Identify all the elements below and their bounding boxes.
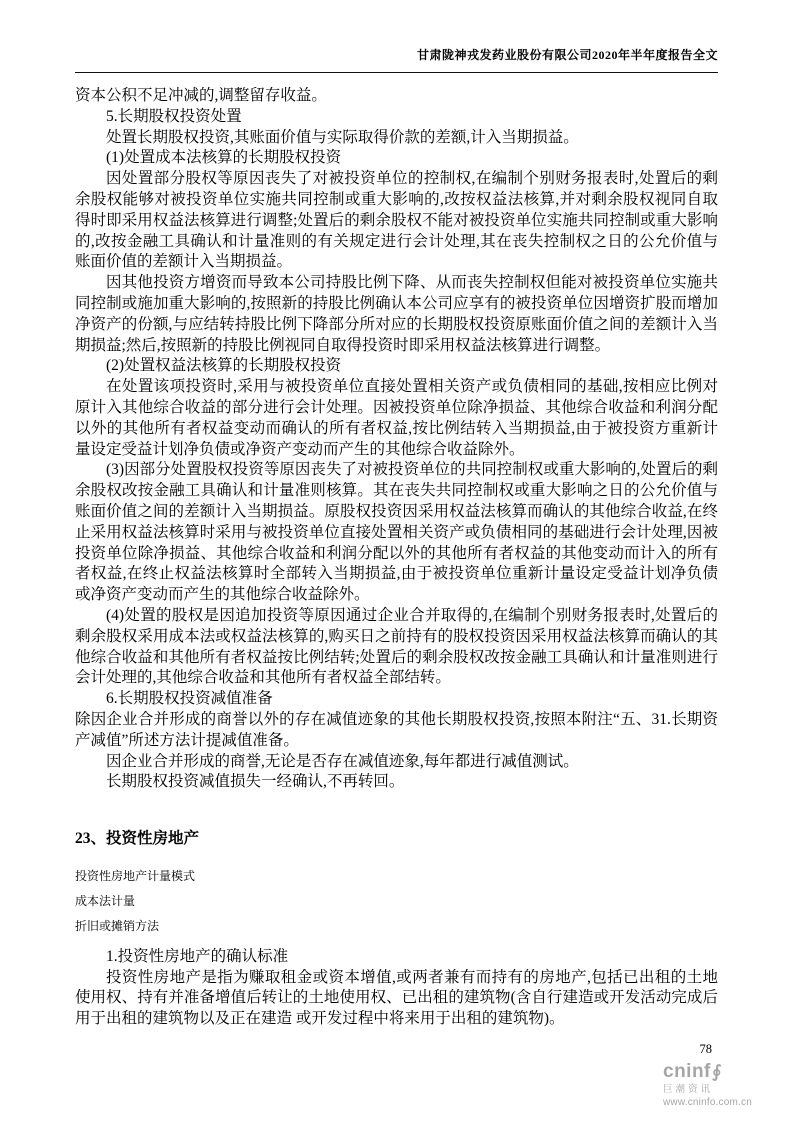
paragraph-impairment: 除因企业合并形成的商誉以外的存在减值迹象的其他长期股权投资,按照本附注“五、31.长期资产减值”所述方法计提减值准备。	[75, 710, 718, 749]
investment-property-meta	[75, 864, 718, 939]
cninfo-url: www.cninfo.com.cn	[663, 1097, 752, 1108]
paragraph-item-1-title: (1)处置成本法核算的长期股权投资	[106, 149, 342, 167]
cninfo-brand	[663, 1062, 775, 1083]
paragraph-item-1-body: 因处置部分股权等原因丧失了对被投资单位的控制权,在编制个别财务报表时,处置后的剩余股权能够对被投资单位实施共同控制或重大影响的,改按权益法核算,并对剩余股权视同自取得时即采用权益法核算进行调整;处置后的剩余股权不能对被投资单位实施共同控制或重大影响的,改按金融工具确认和计量准则的有关规定进行会计处理,其在丧失控制权之日的公允价值与账面价值的差额计入当期损益。	[75, 170, 718, 271]
section-heading-23: 23、投资性房地产	[75, 830, 200, 848]
meta-line-measurement-mode: 投资性房地产计量模式	[75, 868, 196, 883]
paragraph-recognition-title: 1.投资性房地产的确认标准	[106, 947, 289, 965]
paragraph-goodwill: 因企业合并形成的商誉,无论是否存在减值迹象,每年都进行减值测试。	[106, 752, 579, 770]
paragraph-item-1-body-2: 因其他投资方增资而导致本公司持股比例下降、从而丧失控制权但能对被投资单位实施共同控制或施加重大影响的,按照新的持股比例确认本公司应享有的被投资单位因增资扩股而增加净资产的份额,与应结转持股比例下降部分所对应的长期股权投资原账面价值之间的差额计入当期损益;然后,按照新的持股比例视同自取得投资时即采用权益法核算进行调整。	[75, 274, 718, 354]
cninfo-logo-icon: ∮	[711, 1061, 722, 1081]
cninfo-brand-text: cninf	[663, 1060, 711, 1082]
body-content	[75, 86, 718, 1030]
paragraph-heading-5: 5.长期股权投资处置	[106, 107, 242, 125]
paragraph-item-3-body: (3)因部分处置股权投资等原因丧失了对被投资单位的共同控制权或重大影响的,处置后的剩余股权改按金融工具确认和计量准则核算。其在丧失共同控制权或重大影响之日的公允价值与账面价值之间的差额计入当期损益。原股权投资因采用权益法核算而确认的其他综合收益,在终止采用权益法核算时采用与被投资单位直接处置相关资产或负债相同的基础进行会计处理,因被投资单位除净损益、其他综合收益和利润分配以外的其他所有者权益的其他变动而计入的所有者权益,在终止权益法核算时全部转入当期损益,由于被投资单位重新计量设定受益计划净负债或净资产变动而产生的其他综合收益除外。	[75, 461, 718, 604]
paragraph-no-reversal: 长期股权投资减值损失一经确认,不再转回。	[106, 773, 405, 791]
paragraph-heading-6: 6.长期股权投资减值准备	[106, 690, 273, 708]
page-header	[75, 46, 718, 73]
paragraph: 处置长期股权投资,其账面价值与实际取得价款的差额,计入当期损益。	[106, 128, 579, 146]
meta-line-cost-method: 成本法计量	[75, 893, 136, 908]
paragraph-item-2-body: 在处置该项投资时,采用与被投资单位直接处置相关资产或负债相同的基础,按相应比例对原计入其他综合收益的部分进行会计处理。因被投资单位除净损益、其他综合收益和利润分配以外的其他所有者权益变动而确认的所有者权益,按比例结转入当期损益,由于被投资方重新计量设定受益计划净负债或净资产变动而产生的其他综合收益除外。	[75, 378, 718, 458]
paragraph-item-4-body: (4)处置的股权是因追加投资等原因通过企业合并取得的,在编制个别财务报表时,处置后的剩余股权采用成本法或权益法核算的,购买日之前持有的股权投资因采用权益法核算而确认的其他综合收益和其他所有者权益按比例结转;处置后的剩余股权改按金融工具确认和计量准则进行会计处理的,其他综合收益和其他所有者权益全部结转。	[75, 606, 718, 687]
cninfo-chinese-name: 巨潮资讯	[663, 1083, 714, 1095]
page-number: 78	[699, 1042, 712, 1056]
report-header-title: 甘肃陇神戎发药业股份有限公司2020年半年度报告全文	[416, 48, 718, 62]
cninfo-logo	[663, 1062, 775, 1108]
investment-property-text	[75, 947, 718, 1030]
paragraph-recognition-body: 投资性房地产是指为赚取租金或资本增值,或两者兼有而持有的房地产,包括已出租的土地使用权、持有并准备增值后转让的土地使用权、已出租的建筑物(含自行建造或开发活动完成后用于出租的建筑物以及正在建造 或开发过程中将来用于出租的建筑物)。	[75, 968, 718, 1028]
meta-line-depreciation: 折旧或摊销方法	[75, 918, 160, 933]
paragraph-capital-reserve: 资本公积不足冲减的,调整留存收益。	[75, 87, 327, 104]
paragraph-item-2-title: (2)处置权益法核算的长期股权投资	[106, 357, 342, 375]
